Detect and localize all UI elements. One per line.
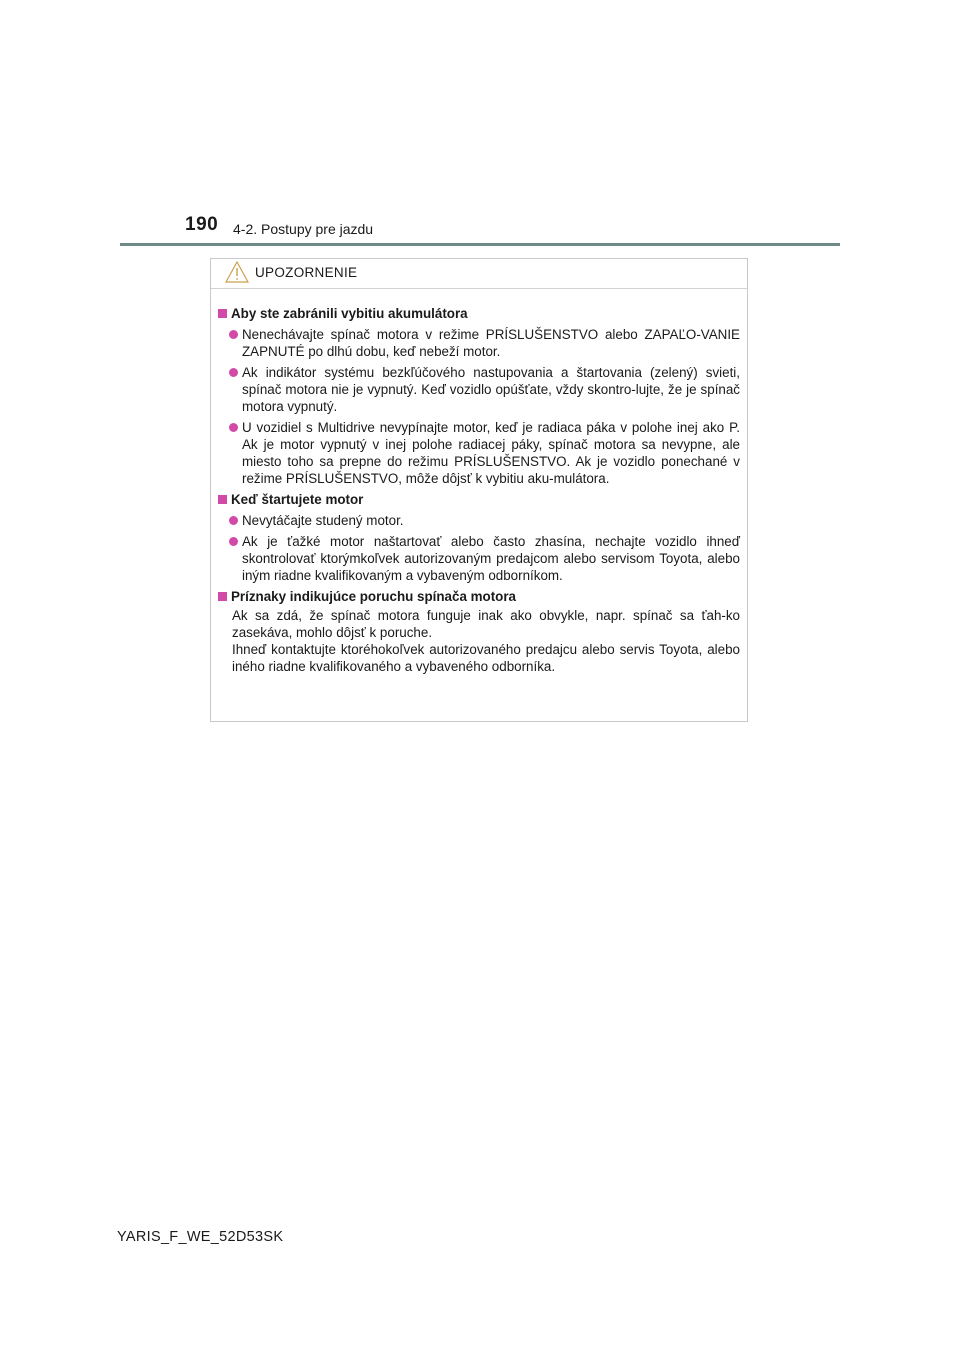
- round-bullet-icon: [229, 423, 238, 432]
- section-heading-battery: Aby ste zabránili vybitiu akumulátora: [218, 305, 740, 322]
- round-bullet-icon: [229, 537, 238, 546]
- document-code: YARIS_F_WE_52D53SK: [117, 1229, 284, 1245]
- round-bullet-icon: [229, 330, 238, 339]
- section-title: 4-2. Postupy pre jazdu: [233, 221, 374, 237]
- list-item: U vozidiel s Multidrive nevypínajte motor, keď je radiaca páka v polohe inej ako P. Ak je motor vypnutý v inej polohe radiacej páky, spínač motora sa nevypne, ale miesto toho sa prepne do režimu PRÍSLUŠENSTVO. Ak je vozidlo ponechané v režime PRÍSLUŠENSTVO, môže dôjsť k vybitiu aku-mulátora.: [218, 419, 740, 487]
- list-item: Nevytáčajte studený motor.: [218, 512, 740, 529]
- section-heading-starting: Keď štartujete motor: [218, 491, 740, 508]
- list-item: Ak je ťažké motor naštartovať alebo často zhasína, nechajte vozidlo ihneď skontrolovať ktorýmkoľvek autorizovaným predajcom alebo servisom Toyota, alebo iným riadne kvalifikovaným a vybaveným odborníkom.: [218, 533, 740, 584]
- paragraph: Ak sa zdá, že spínač motora funguje inak ako obvykle, napr. spínač sa ťah-ko zasekáva, mohlo dôjsť k poruche.: [232, 608, 740, 640]
- square-bullet-icon: [218, 495, 227, 504]
- square-bullet-icon: [218, 592, 227, 601]
- warning-content: [211, 289, 747, 675]
- round-bullet-icon: [229, 368, 238, 377]
- list-item: Nenechávajte spínač motora v režime PRÍSLUŠENSTVO alebo ZAPAĽO-VANIE ZAPNUTÉ po dlhú dobu, keď nebeží motor.: [218, 326, 740, 360]
- header-rule: [120, 243, 840, 246]
- warning-title: UPOZORNENIE: [255, 265, 358, 280]
- page-number: 190: [185, 214, 219, 235]
- section-heading-malfunction: Príznaky indikujúce poruchu spínača motora: [218, 588, 740, 605]
- paragraph: Ihneď kontaktujte ktoréhokoľvek autorizovaného predajcu alebo servis Toyota, alebo iného riadne kvalifikovaného a vybaveného odborníka.: [232, 642, 740, 674]
- list-item: Ak indikátor systému bezkľúčového nastupovania a štartovania (zelený) svieti, spínač motora nie je vypnutý. Keď vozidlo opúšťate, vždy skontro-lujte, že je spínač motora vypnutý.: [218, 364, 740, 415]
- square-bullet-icon: [218, 309, 227, 318]
- warning-header: [211, 259, 747, 289]
- warning-box: [210, 258, 748, 722]
- warning-triangle-icon: [225, 261, 249, 283]
- round-bullet-icon: [229, 516, 238, 525]
